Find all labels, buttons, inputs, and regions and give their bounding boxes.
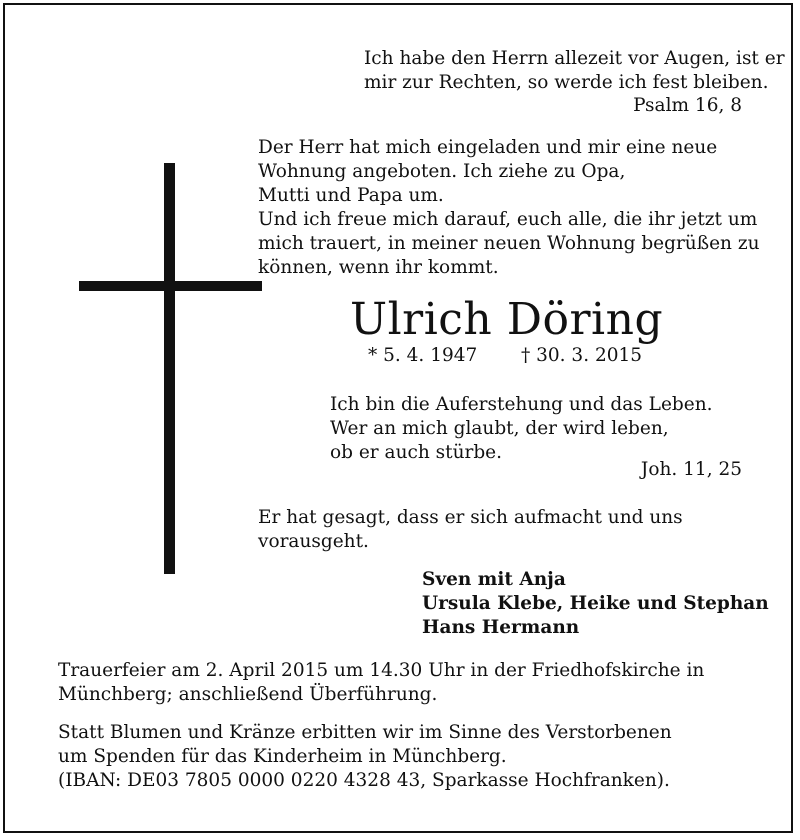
birth-date: * 5. 4. 1947 xyxy=(368,345,478,366)
donation-line: (IBAN: DE03 7805 0000 0220 4328 43, Sparkasse Hochfranken). xyxy=(58,770,670,791)
message-line: Wohnung angeboten. Ich ziehe zu Opa, xyxy=(258,161,626,182)
mourners-list xyxy=(422,568,769,640)
donation-line: Statt Blumen und Kränze erbitten wir im Sinne des Verstorbenen xyxy=(58,722,672,743)
farewell-text xyxy=(258,506,683,554)
mourner-name: Ursula Klebe, Heike und Stephan xyxy=(422,593,769,614)
message-line: können, wenn ihr kommt. xyxy=(258,257,499,278)
john-line: Ich bin die Auferstehung und das Leben. xyxy=(330,394,713,415)
cross-vertical-bar xyxy=(164,163,175,574)
psalm-line: Ich habe den Herrn allezeit vor Augen, ist er xyxy=(364,48,785,69)
psalm-line: mir zur Rechten, so werde ich fest bleiben. xyxy=(364,72,769,93)
psalm-quote xyxy=(364,47,785,95)
mourner-name: Sven mit Anja xyxy=(422,569,566,590)
message-text xyxy=(258,136,760,280)
message-line: mich trauert, in meiner neuen Wohnung begrüßen zu xyxy=(258,233,760,254)
donation-info xyxy=(58,721,672,793)
john-line: ob er auch stürbe. xyxy=(330,442,502,463)
message-line: Der Herr hat mich eingeladen und mir eine neue xyxy=(258,137,718,158)
deceased-name: Ulrich Döring xyxy=(350,294,664,345)
donation-line: um Spenden für das Kinderheim in Münchberg. xyxy=(58,746,507,767)
mourner-name: Hans Hermann xyxy=(422,617,580,638)
farewell-line: vorausgeht. xyxy=(258,531,369,552)
john-quote xyxy=(330,393,712,465)
john-line: Wer an mich glaubt, der wird leben, xyxy=(330,418,669,439)
psalm-reference: Psalm 16, 8 xyxy=(633,95,742,116)
cross-horizontal-bar xyxy=(79,281,262,291)
john-reference: Joh. 11, 25 xyxy=(640,459,742,480)
farewell-line: Er hat gesagt, dass er sich aufmacht und uns xyxy=(258,507,683,528)
service-line: Trauerfeier am 2. April 2015 um 14.30 Uhr in der Friedhofskirche in xyxy=(58,660,705,681)
service-info xyxy=(58,659,704,707)
service-line: Münchberg; anschließend Überführung. xyxy=(58,684,438,705)
message-line: Mutti und Papa um. xyxy=(258,185,444,206)
death-date: † 30. 3. 2015 xyxy=(521,345,643,366)
message-line: Und ich freue mich darauf, euch alle, die ihr jetzt um xyxy=(258,209,758,230)
